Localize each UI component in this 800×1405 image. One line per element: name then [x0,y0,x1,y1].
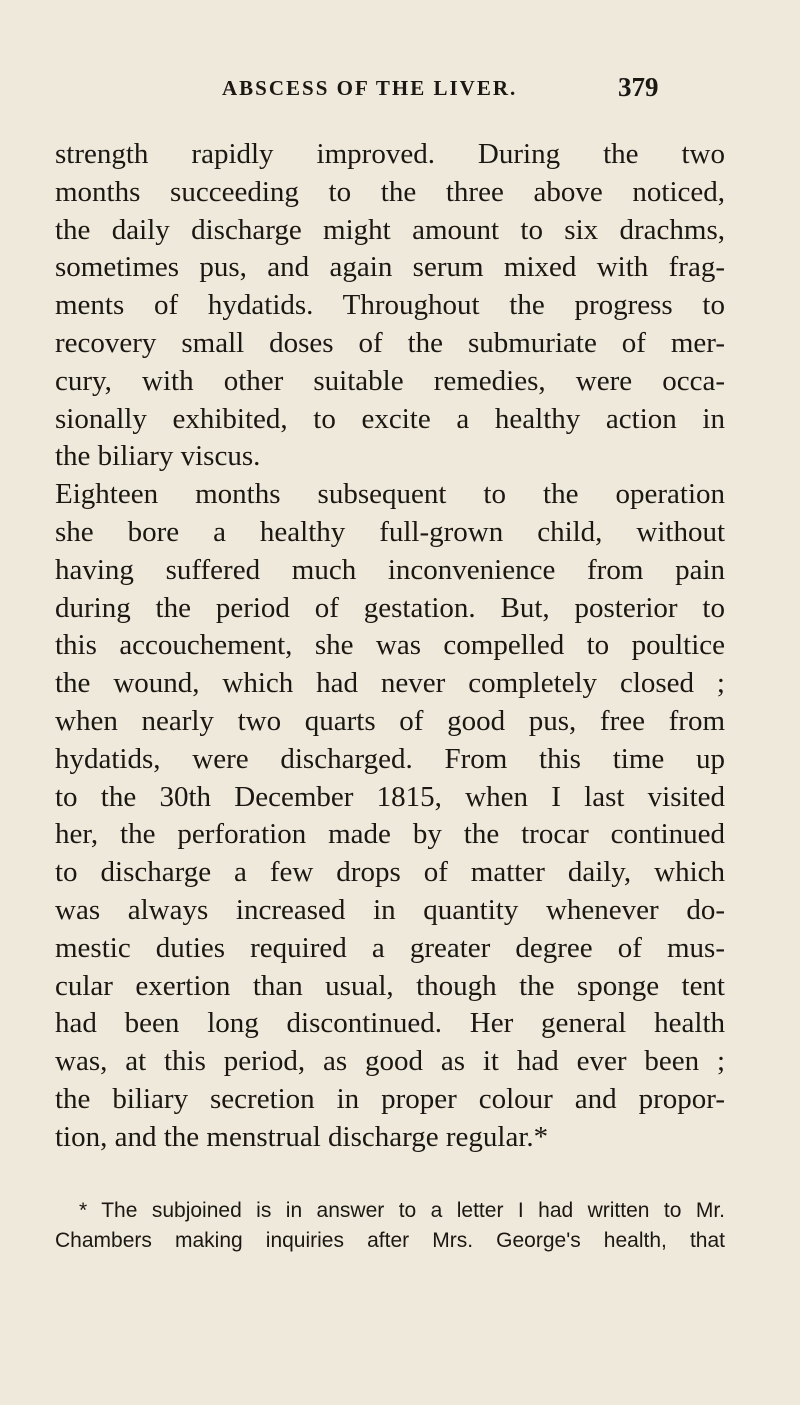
text-line: to discharge a few drops of matter daily, which [55,856,725,889]
text-line: the biliary secretion in proper colour and propor- [55,1082,725,1115]
text-line: her, the perforation made by the trocar continued [55,818,725,851]
text-line: sometimes pus, and again serum mixed with frag- [55,251,725,284]
text-line: the wound, which had never completely closed ; [55,667,725,700]
text-line: was always increased in quantity whenever do- [55,893,725,926]
text-line: sionally exhibited, to excite a healthy action in [55,402,725,435]
text-line: the biliary viscus. [55,440,261,473]
text-line: mestic duties required a greater degree of mus- [55,931,725,964]
text-line: months succeeding to the three above noticed, [55,175,725,208]
paragraph-start-line: Eighteen months subsequent to the operation [55,478,725,511]
text-line: she bore a healthy full-grown child, without [55,515,725,548]
text-line: during the period of gestation. But, posterior to [55,591,725,624]
text-line: ments of hydatids. Throughout the progress to [55,289,725,322]
page-number: 379 [618,72,659,102]
running-head: ABSCESS OF THE LIVER. [222,76,518,100]
text-line: strength rapidly improved. During the two [55,138,725,170]
text-line: when nearly two quarts of good pus, free from [55,704,725,737]
text-line: having suffered much inconvenience from pain [55,553,725,586]
text-line: to the 30th December 1815, when I last visited [55,780,725,813]
text-line: tion, and the menstrual discharge regular.* [55,1120,549,1153]
footnote-line: Chambers making inquiries after Mrs. George's health, that [55,1229,725,1252]
footnote [55,1196,725,1256]
footnote-line: * The subjoined is in answer to a letter I had written to Mr. [79,1199,725,1222]
text-line: cury, with other suitable remedies, were occa- [55,364,725,397]
text-line: was, at this period, as good as it had ever been ; [55,1045,725,1078]
text-line: recovery small doses of the submuriate of mer- [55,326,725,359]
text-line: had been long discontinued. Her general health [55,1007,725,1040]
text-line: cular exertion than usual, though the sponge tent [55,969,725,1002]
text-line: the daily discharge might amount to six drachms, [55,213,725,246]
text-line: hydatids, were discharged. From this time up [55,742,725,775]
body-text [55,136,725,1157]
text-line: this accouchement, she was compelled to poultice [55,629,725,662]
